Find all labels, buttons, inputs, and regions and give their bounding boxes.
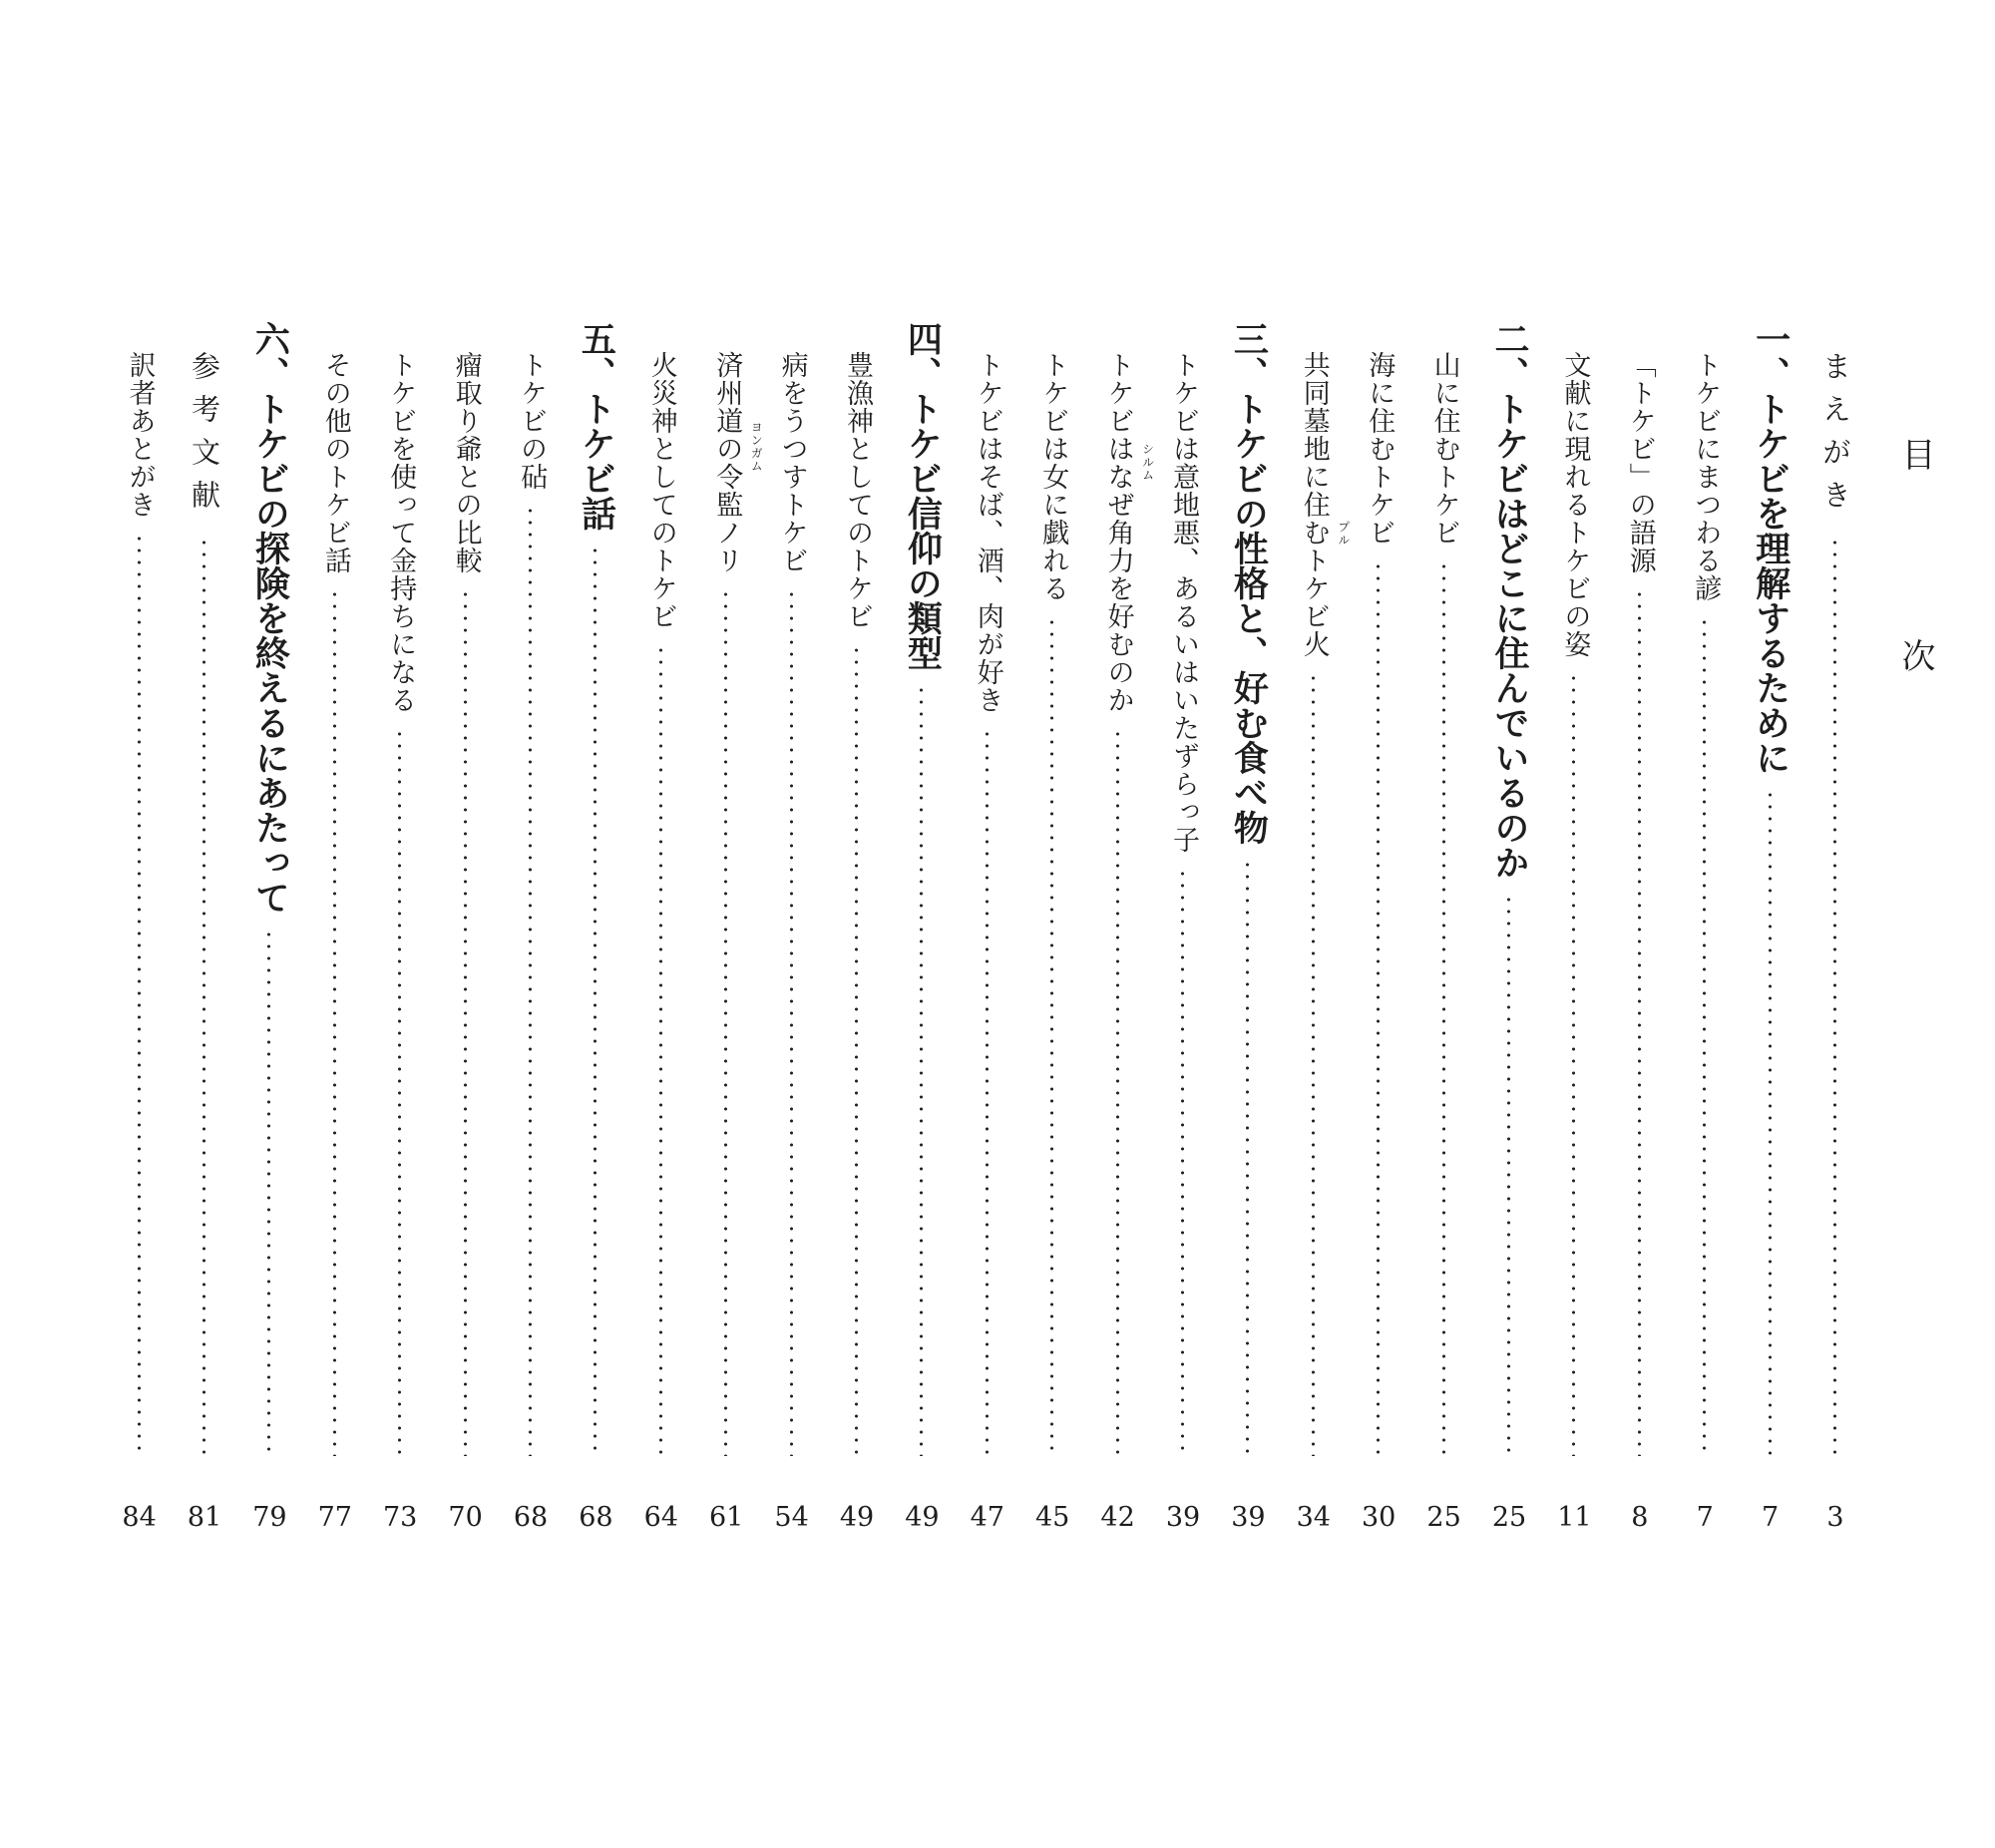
toc-entry-title: 山に住むトケビ xyxy=(1428,351,1460,547)
ruby-annotation: プル xyxy=(1336,521,1351,547)
toc-entry[interactable] xyxy=(370,351,430,1538)
toc-entry[interactable] xyxy=(1544,351,1604,1538)
dot-leader xyxy=(1507,894,1510,1456)
dot-leader xyxy=(267,928,270,1456)
toc-entry[interactable] xyxy=(1675,351,1735,1538)
dot-leader xyxy=(1312,672,1315,1456)
dot-leader xyxy=(1050,616,1053,1456)
toc-entry[interactable] xyxy=(958,351,1017,1538)
dot-leader xyxy=(398,728,401,1456)
dot-leader xyxy=(986,728,989,1456)
dot-leader xyxy=(333,588,336,1456)
toc-page-number: 79 xyxy=(252,1502,287,1533)
dot-leader xyxy=(1181,868,1184,1456)
toc-entry-title: その他のトケビ話 xyxy=(319,351,351,574)
toc-entry[interactable] xyxy=(1349,351,1408,1538)
toc-entry[interactable] xyxy=(305,351,365,1538)
toc-chapter[interactable] xyxy=(1479,321,1539,1538)
toc-entry-title: 瘤取り爺との比較 xyxy=(450,351,482,574)
toc-entry-title: トケビを使って金持ちになる xyxy=(385,351,417,714)
dot-leader xyxy=(1246,859,1249,1456)
dot-leader xyxy=(920,684,923,1456)
dot-leader xyxy=(1377,560,1380,1456)
toc-page-number: 39 xyxy=(1231,1502,1266,1533)
toc-entry[interactable] xyxy=(1414,351,1474,1538)
toc-entry-title: 火災神としてのトケビ xyxy=(645,351,677,630)
toc-entry[interactable] xyxy=(501,351,561,1538)
toc-page-number: 64 xyxy=(643,1502,678,1533)
toc-page-number: 70 xyxy=(448,1502,483,1533)
toc-entry-title: 病をうつすトケビ xyxy=(776,351,808,574)
toc-entry-title: 共同墓地に住むトケビ火 xyxy=(1298,351,1330,658)
toc-page-number: 7 xyxy=(1696,1502,1714,1533)
toc-entry[interactable] xyxy=(1805,351,1865,1538)
toc-page-number: 77 xyxy=(317,1502,352,1533)
toc-entry-title: まえがき xyxy=(1818,351,1852,523)
toc-entry-title: トケビはそば、酒、肉が好き xyxy=(972,351,1003,714)
toc-entry-title: 三、トケビの性格と、好む食べ物 xyxy=(1228,321,1270,845)
toc-page-number: 7 xyxy=(1762,1502,1780,1533)
ruby-annotation: シルム xyxy=(1140,443,1155,482)
toc-entry-title: 五、トケビ話 xyxy=(576,321,617,531)
toc-entry-title: 済州道の令監ノリ xyxy=(711,351,743,574)
toc-page-number: 11 xyxy=(1557,1502,1592,1533)
dot-leader xyxy=(1442,560,1445,1456)
toc-entry-title: 文献に現れるトケビの姿 xyxy=(1559,351,1591,658)
toc-entry-title: トケビは女に戯れる xyxy=(1037,351,1069,602)
toc-entry[interactable] xyxy=(1610,351,1670,1538)
dot-leader xyxy=(594,545,597,1456)
toc-title: 目 次 xyxy=(1895,437,1935,736)
toc-entry-title: 豊漁神としてのトケビ xyxy=(842,351,873,630)
dot-leader xyxy=(659,644,662,1456)
toc-page-number: 8 xyxy=(1631,1502,1649,1533)
toc-page-number: 61 xyxy=(709,1502,744,1533)
toc-page-number: 84 xyxy=(122,1502,157,1533)
toc-chapter[interactable] xyxy=(239,321,299,1538)
toc-entry-title: 海に住むトケビ xyxy=(1364,351,1396,547)
toc-page-number: 25 xyxy=(1491,1502,1527,1533)
toc-chapter[interactable] xyxy=(1218,321,1278,1538)
toc-entry[interactable] xyxy=(696,351,764,1538)
toc-entry[interactable] xyxy=(631,351,691,1538)
toc-entry[interactable] xyxy=(1022,351,1082,1538)
dot-leader xyxy=(724,588,727,1456)
toc-page-number: 54 xyxy=(774,1502,809,1533)
dot-leader xyxy=(1833,537,1836,1456)
toc-entry-title: トケビは意地悪、あるいはいたずらっ子 xyxy=(1168,351,1199,854)
toc-entry[interactable] xyxy=(1088,351,1155,1538)
toc-entry-title: トケビにまつわる諺 xyxy=(1690,351,1722,602)
dot-leader xyxy=(138,533,141,1456)
toc-page-number: 49 xyxy=(905,1502,940,1533)
toc-page-number: 25 xyxy=(1426,1502,1461,1533)
dot-leader xyxy=(1703,616,1706,1456)
toc-chapter[interactable] xyxy=(892,321,952,1538)
dot-leader xyxy=(1638,588,1641,1456)
dot-leader xyxy=(1572,672,1575,1456)
toc-entry[interactable] xyxy=(1284,351,1351,1538)
toc-page-number: 45 xyxy=(1035,1502,1070,1533)
dot-leader xyxy=(202,537,205,1456)
toc-entry[interactable] xyxy=(1153,351,1213,1538)
toc-page-number: 30 xyxy=(1362,1502,1396,1533)
toc-chapter[interactable] xyxy=(1741,321,1800,1538)
toc-page-number: 73 xyxy=(383,1502,418,1533)
toc-entry-title: 六、トケビの探険を終えるにあたって xyxy=(249,321,291,915)
dot-leader xyxy=(1769,789,1772,1456)
toc-entry[interactable] xyxy=(827,351,887,1538)
toc-page-number: 42 xyxy=(1100,1502,1135,1533)
toc-page-number: 49 xyxy=(839,1502,875,1533)
dot-leader xyxy=(464,588,467,1456)
toc-entry[interactable] xyxy=(762,351,822,1538)
toc-chapter[interactable] xyxy=(566,321,625,1538)
dot-leader xyxy=(1116,728,1119,1456)
toc-page-number: 81 xyxy=(187,1502,222,1533)
toc-page-number: 3 xyxy=(1826,1502,1844,1533)
toc-entry[interactable] xyxy=(175,351,234,1538)
toc-page-number: 34 xyxy=(1296,1502,1331,1533)
toc-entry-title: 四、トケビ信仰の類型 xyxy=(902,321,944,670)
toc-entry-title: トケビの砧 xyxy=(516,351,547,491)
toc-entry-title: トケビはなぜ角力を好むのか xyxy=(1102,351,1134,714)
ruby-annotation: ヨンガム xyxy=(749,421,764,473)
toc-entry-title: 一、トケビを理解するために xyxy=(1750,321,1792,775)
toc-page-number: 68 xyxy=(513,1502,549,1533)
toc-page-number: 47 xyxy=(970,1502,1004,1533)
toc-entry[interactable] xyxy=(110,351,170,1538)
dot-leader xyxy=(855,644,858,1456)
dot-leader xyxy=(529,505,532,1456)
toc-entry-title: 参考文献 xyxy=(188,351,221,523)
dot-leader xyxy=(790,588,793,1456)
toc-entry[interactable] xyxy=(436,351,496,1538)
toc-entry-title: 「トケビ」の語源 xyxy=(1624,351,1656,574)
toc-entry-title: 二、トケビはどこに住んでいるのか xyxy=(1489,321,1530,880)
toc-entry-title: 訳者あとがき xyxy=(124,351,156,519)
toc-page-number: 68 xyxy=(579,1502,613,1533)
toc-page-number: 39 xyxy=(1165,1502,1201,1533)
